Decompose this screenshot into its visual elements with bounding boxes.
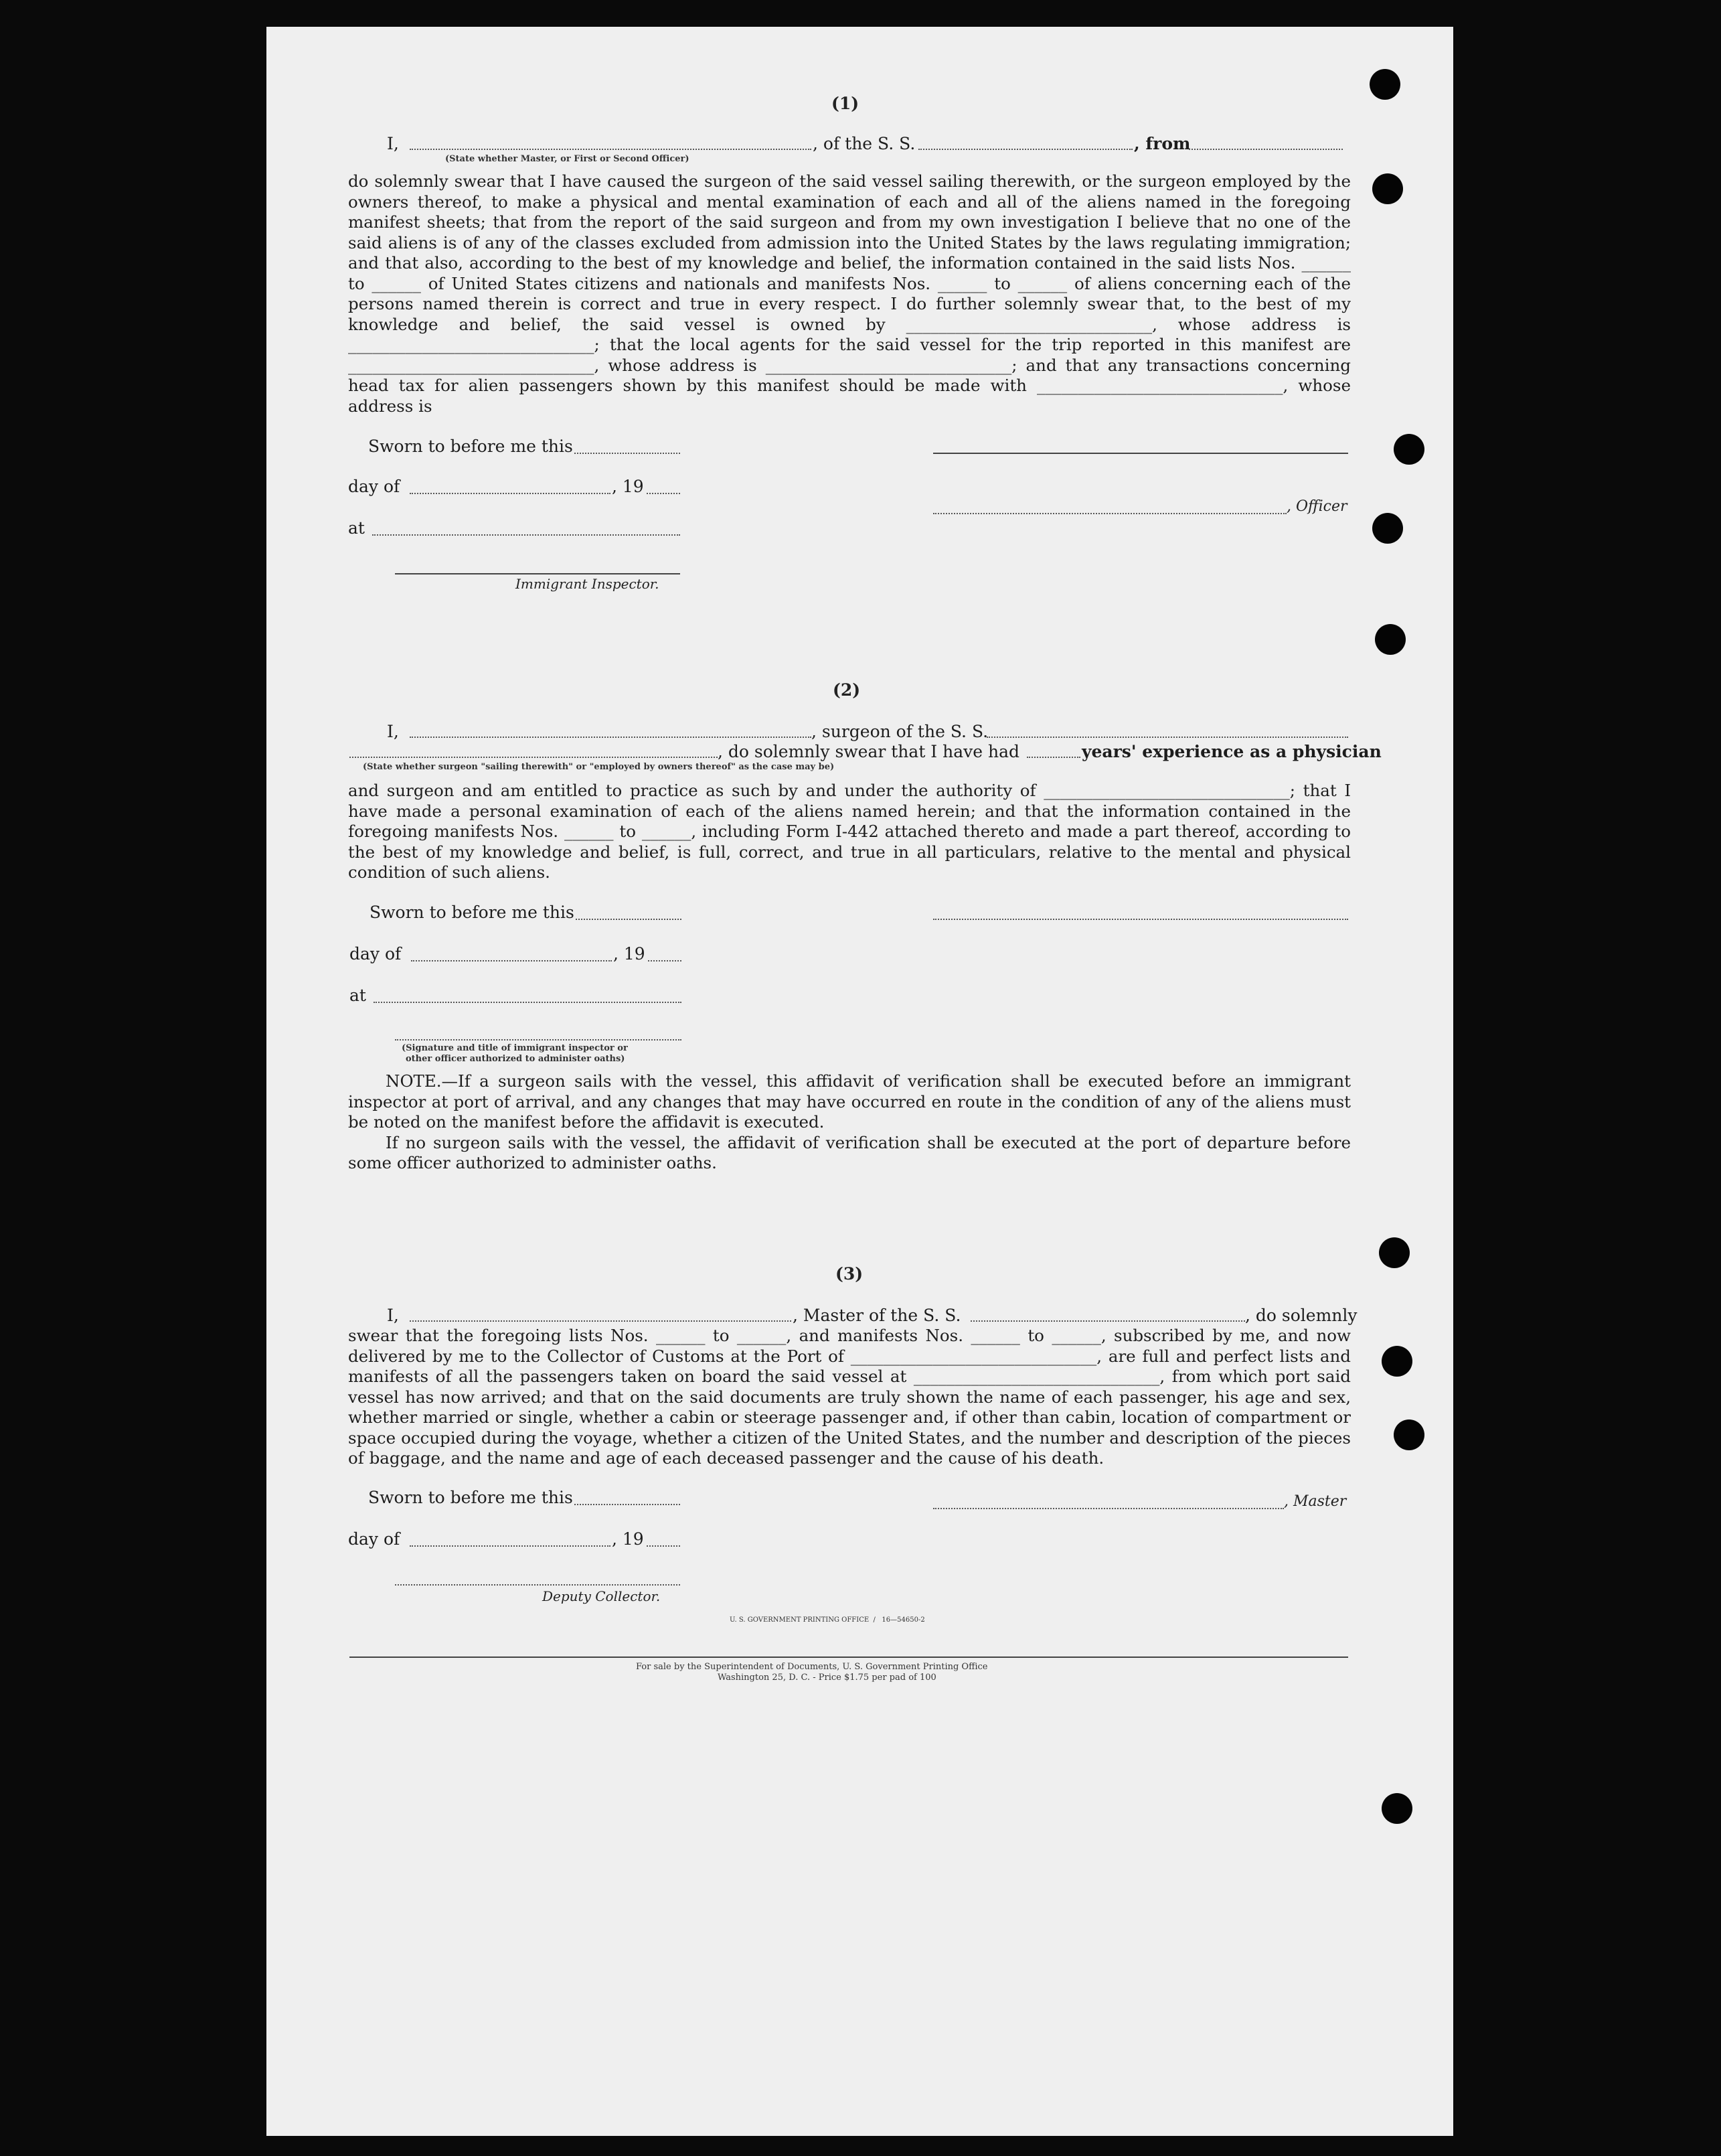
s2-note [348, 1071, 1351, 1174]
s3-deputy-label: Deputy Collector. [542, 1588, 661, 1604]
section-1-number: (1) [831, 94, 859, 113]
s3-master-of: , Master of the S. S. [793, 1306, 961, 1325]
s3-oath-text: swear that the foregoing lists Nos. ______ to ______, and manifests Nos. ______ to ______, subscribed by me, and now delivered by me to the Collector of Customs at the Port of ______________________________, are full and perfect lists and manifests of all the passengers taken on board the said vessel at ______________________________, from which port said vessel has now arrived; and that on the said documents are truly shown the name of each passenger, his age and sex, whether married or single, whether a cabin or steerage passenger and, if other than cabin, location of compartment or space occupied during the voyage, whether a citizen of the United States, and the number and description of the pieces of baggage, and the name and age of each deceased passenger and the cause of his death. [348, 1326, 1351, 1468]
punch-hole [1370, 69, 1400, 100]
s2-note-2: If no surgeon sails with the vessel, the affidavit of verification shall be executed at the port of departure before some officer authorized to administer oaths. [348, 1132, 1351, 1172]
s1-officer-name-line [410, 149, 811, 150]
s3-master-sign-line [933, 1508, 1284, 1509]
s1-signature-line [933, 453, 1348, 454]
s2-oath-body [348, 781, 1351, 883]
s3-day-line [410, 1545, 610, 1547]
s1-year-line [647, 493, 680, 494]
s3-i-label: I, [387, 1306, 399, 1325]
s1-day-of-label: day of [348, 477, 400, 496]
punch-hole [1372, 173, 1403, 204]
punch-hole [1372, 513, 1403, 544]
form-number: 16—54650-2 [882, 1616, 925, 1624]
s2-ship-line [987, 737, 1348, 738]
s1-from: , from [1134, 134, 1191, 153]
s2-at-line [374, 1002, 681, 1003]
s2-surgeon-of: , surgeon of the S. S. [811, 722, 989, 741]
s1-year-label: , 19 [612, 477, 644, 496]
s2-year-label: , 19 [613, 944, 645, 964]
s1-officer-label: , Officer [1287, 498, 1347, 515]
s1-role-note: (State whether Master, or First or Second Officer) [445, 154, 689, 164]
s1-of-ss: , of the S. S. [813, 134, 916, 153]
gpo-imprint: U. S. GOVERNMENT PRINTING OFFICE / 16—54650-2 [730, 1616, 925, 1624]
s1-i-label: I, [387, 134, 399, 153]
section-3-number: (3) [835, 1264, 864, 1284]
s2-sig-note-1: (Signature and title of immigrant inspector or [402, 1043, 628, 1053]
s1-sworn-date-line [574, 453, 680, 454]
s1-day-line [410, 493, 610, 494]
s1-oath-text: do solemnly swear that I have caused the surgeon of the said vessel sailing therewith, or the surgeon employed by the owners thereof, to make a physical and mental examination of each and all of the aliens named in the foregoing manifest sheets; that from the report of the said surgeon and from my own investigation I believe that no one of the said aliens is of any of the classes excluded from admission into the United States by the laws regulating immigration; and that also, according to the best of my knowledge and belief, the information contained in the said lists Nos. ______ to ______ of United States citizens and nationals and manifests Nos. ______ to ______ of aliens concerning each of the persons named therein is correct and true in every respect. I do further solemnly swear that, to the best of my knowledge and belief, the said vessel is owned by ______________________________, whose address is ______________________________; that the local agents for the said vessel for the trip reported in this manifest are ______________________________, whose address is ______________________________; and that any transactions concerning head tax for alien passengers shown by this manifest should be made with ______________________________, whose address is [348, 171, 1351, 416]
s3-deputy-line [395, 1584, 680, 1586]
s3-year-label: , 19 [612, 1529, 644, 1549]
s2-inspector-line [395, 1039, 681, 1041]
s3-year-line [647, 1545, 680, 1547]
s3-oath-body [348, 1326, 1351, 1469]
s1-oath-body [348, 171, 1351, 416]
s2-signature-line [933, 919, 1348, 920]
s2-at-label: at [349, 986, 366, 1005]
s2-surgeon-note: (State whether surgeon "sailing therewith" or "employed by owners thereof" as the case may be) [363, 762, 835, 772]
punch-hole [1382, 1793, 1412, 1824]
s3-solemnly: , do solemnly [1245, 1306, 1358, 1325]
s1-inspector-line [395, 573, 680, 574]
s3-ship-line [971, 1320, 1245, 1322]
sale-line-1: For sale by the Superintendent of Documents, U. S. Government Printing Office [636, 1662, 988, 1672]
s2-note-1 [348, 1071, 1351, 1133]
sale-line-2: Washington 25, D. C. - Price $1.75 per pad of 100 [718, 1673, 936, 1683]
s3-sworn-date-line [574, 1504, 680, 1505]
s1-ship-name-line [918, 149, 1133, 150]
s2-years: years' experience as a physician [1082, 742, 1382, 761]
s2-i-label: I, [387, 722, 399, 741]
s1-at-line [372, 534, 680, 536]
s1-at-label: at [348, 518, 365, 538]
s1-inspector-label: Immigrant Inspector. [515, 576, 659, 592]
punch-hole [1379, 1237, 1410, 1268]
punch-hole [1382, 1346, 1412, 1377]
s2-surgeon-type-line [349, 757, 718, 758]
punch-hole [1394, 434, 1424, 465]
punch-hole [1375, 624, 1406, 655]
punch-hole [1394, 1419, 1424, 1450]
s2-sworn-date-line [576, 919, 681, 920]
section-2-number: (2) [833, 680, 861, 700]
s2-sworn-label: Sworn to before me this [370, 903, 574, 922]
s2-years-line [1027, 757, 1080, 758]
s3-sworn-label: Sworn to before me this [368, 1488, 573, 1507]
s2-oath-text: and surgeon and am entitled to practice as such by and under the authority of ______________________________; that I have made a personal examination of each of the aliens named herein; and that the information contained in the foregoing manifests Nos. ______ to ______, including Form I-442 attached thereto and made a part thereof, according to the best of my knowledge and belief, is full, correct, and true in all particulars, relative to the mental and physical condition of such aliens. [348, 781, 1351, 882]
s2-sig-note-2: other officer authorized to administer oaths) [406, 1054, 625, 1064]
footer-rule [349, 1657, 1348, 1658]
s2-year-line [648, 960, 681, 961]
s1-officer-line [933, 513, 1287, 514]
s1-from-line [1189, 149, 1343, 150]
s2-day-line [411, 960, 612, 961]
s3-master-name-line [410, 1320, 791, 1322]
gpo-label: U. S. GOVERNMENT PRINTING OFFICE [730, 1616, 870, 1624]
s2-surgeon-name-line [410, 737, 811, 738]
note-label: NOTE. [386, 1071, 442, 1091]
s3-day-of-label: day of [348, 1529, 400, 1549]
s2-day-of-label: day of [349, 944, 402, 964]
s2-swear: , do solemnly swear that I have had [718, 742, 1020, 761]
note-text-1: —If a surgeon sails with the vessel, this affidavit of verification shall be executed before an immigrant inspector at port of arrival, and any changes that may have occurred en route in the condition of any of the aliens must be noted on the manifest before the affidavit is executed. [348, 1071, 1351, 1132]
s3-master-label: , Master [1284, 1493, 1347, 1510]
s1-sworn-label: Sworn to before me this [368, 437, 573, 456]
